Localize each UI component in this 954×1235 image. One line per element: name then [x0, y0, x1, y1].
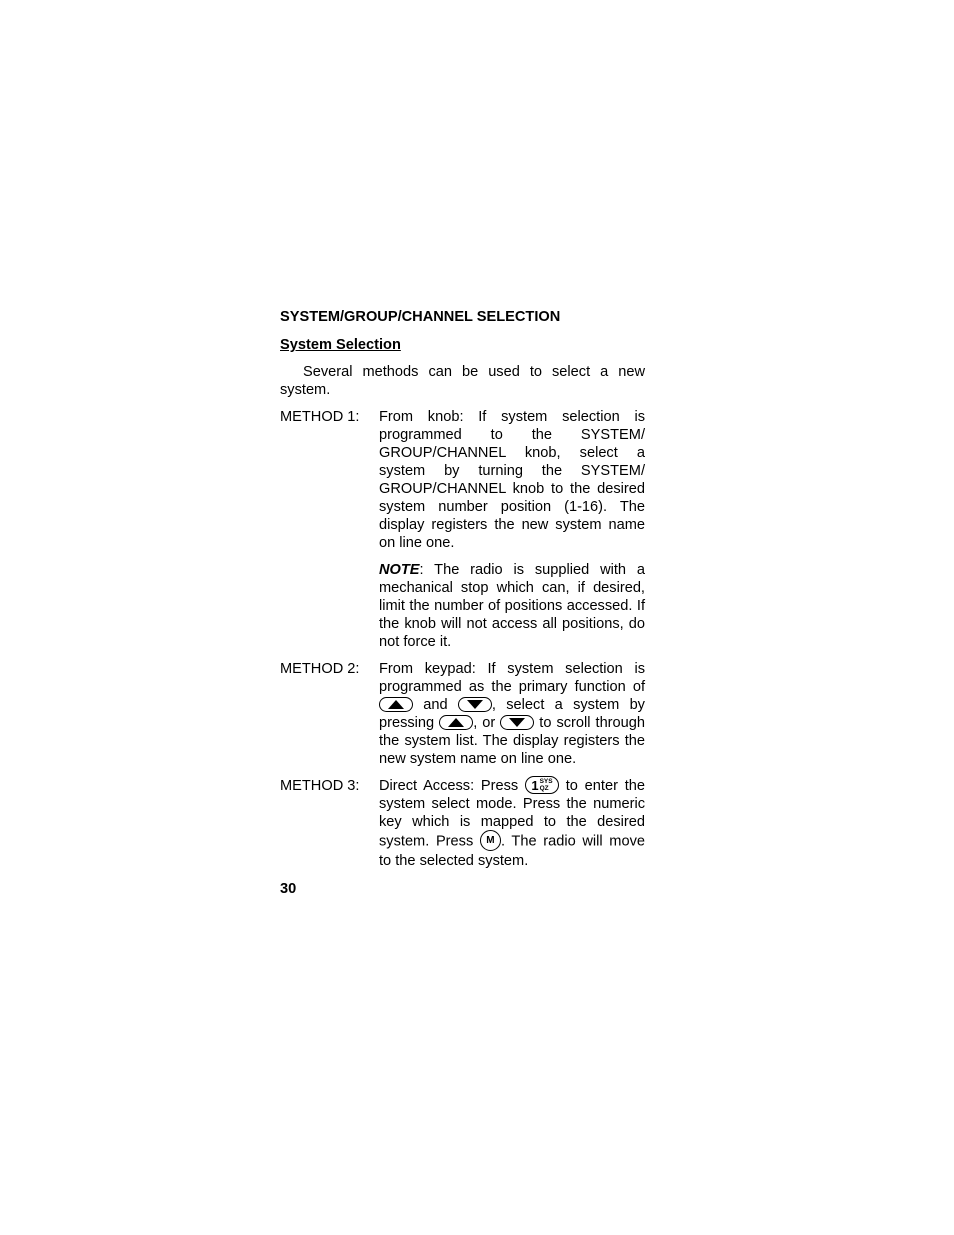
method-3-text: [379, 777, 645, 870]
intro-paragraph: Several methods can be used to select a new system.: [280, 364, 645, 398]
method-1-text: From knob: If system selection is programmed to the SYSTEM/ GROUP/CHANNEL knob, select a system by turning the SYSTEM/ GROUP/CHANNEL knob to the desired system number position (1-16). The display registers the new system name on line one.: [379, 409, 645, 551]
sys-key-bottom: QZ: [539, 785, 549, 793]
manual-page: [280, 308, 645, 898]
method-3-body: [379, 777, 645, 870]
method-2-text-part: , or: [473, 715, 501, 731]
method-1: [280, 408, 645, 651]
method-2-body: [379, 660, 645, 768]
note-text: : The radio is supplied with a mechanical stop which can, if desired, limit the number of positions accessed. If the knob will not access all positions, do not force it.: [379, 562, 645, 650]
page-number: 30: [280, 881, 297, 898]
down-arrow-key-icon: [458, 697, 492, 712]
note-label: NOTE: [379, 562, 420, 578]
down-arrow-key-icon: [500, 715, 534, 730]
method-2-text-part: From keypad: If system selection is programmed as the primary function of: [379, 661, 645, 695]
method-3-label: METHOD 3:: [280, 778, 360, 794]
method-3-text-part: . The radio will move to the selected system.: [379, 833, 645, 870]
method-2-text-part: and: [413, 697, 458, 713]
method-1-note: [379, 561, 645, 651]
sys-key-sublabel: [540, 778, 553, 792]
sys-1-key-icon: [525, 776, 559, 794]
method-1-label: METHOD 1:: [280, 409, 360, 425]
method-3-text-part: to enter the system select mode. Press the numeric key which is mapped to the desired system. Press: [379, 778, 645, 850]
up-arrow-key-icon: [439, 715, 473, 730]
sys-key-number: 1: [531, 777, 539, 793]
method-2-text-part: to scroll through the system list. The display registers the new system name on line one.: [379, 715, 646, 767]
method-3-text-part: Direct Access: Press: [379, 778, 525, 794]
method-2-text: [379, 660, 645, 768]
sub-heading: System Selection: [280, 337, 401, 353]
menu-key-icon: M: [480, 830, 501, 851]
sys-key-top: SYS: [539, 778, 553, 786]
method-2: [280, 660, 645, 768]
up-arrow-key-icon: [379, 697, 413, 712]
method-3: [280, 777, 645, 870]
method-1-body: [379, 408, 645, 651]
method-2-label: METHOD 2:: [280, 661, 360, 677]
method-2-text-part: , select a system by pressing: [379, 697, 645, 731]
section-heading: SYSTEM/GROUP/CHANNEL SELECTION: [280, 309, 561, 325]
